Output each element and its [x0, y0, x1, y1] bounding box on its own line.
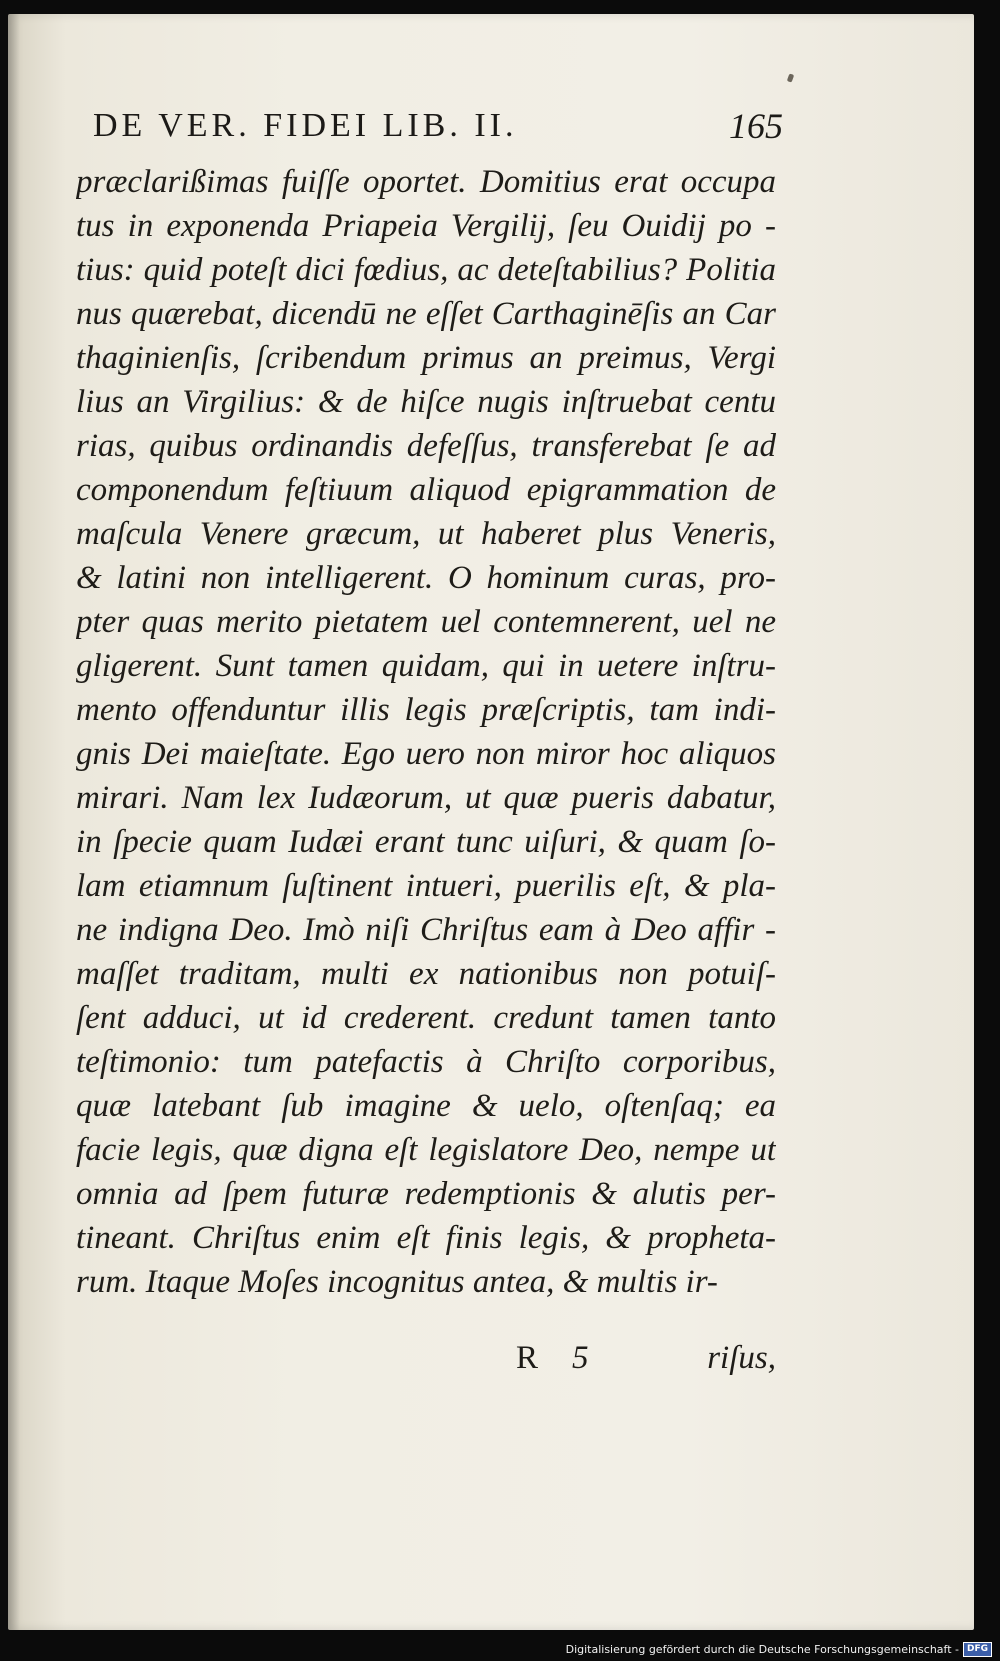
digitization-credit — [566, 1642, 992, 1657]
text-line: tius: quid poteſt dici fœdius, ac deteſtabilius? Politia — [76, 252, 776, 288]
signature-number: 5 — [572, 1340, 591, 1376]
text-line: lius an Virgilius: & de hiſce nugis inſtruebat centu — [76, 384, 776, 420]
text-line: thaginienſis, ſcribendum primus an preimus, Vergi — [76, 340, 776, 376]
text-line: componendum feſtiuum aliquod epigrammation de — [76, 472, 776, 508]
text-line: teſtimonio: tum patefactis à Chriſto corporibus, — [76, 1044, 776, 1080]
body-text — [76, 160, 776, 1304]
text-line: gligerent. Sunt tamen quidam, qui in uetere inſtru- — [76, 648, 776, 684]
text-line: & latini non intelligerent. O hominum curas, pro- — [76, 560, 776, 596]
running-head: DE VER. FIDEI LIB. II. — [93, 107, 518, 144]
text-line: in ſpecie quam Iudæi erant tunc uiſuri, & quam ſo- — [76, 824, 776, 860]
text-line: præclarißimas fuiſſe oportet. Domitius erat occupa — [76, 164, 776, 200]
text-line: nus quærebat, dicendū ne eſſet Carthaginēſis an Car — [76, 296, 776, 332]
text-line: maſcula Venere græcum, ut haberet plus Veneris, — [76, 516, 776, 552]
text-line: facie legis, quæ digna eſt legislatore Deo, nempe ut — [76, 1132, 776, 1168]
text-line: rum. Itaque Moſes incognitus antea, & multis ir- — [76, 1264, 718, 1300]
page-footer — [76, 1340, 776, 1386]
text-line: gnis Dei maieſtate. Ego uero non miror hoc aliquos — [76, 736, 776, 772]
text-line: quæ latebant ſub imagine & uelo, oſtenſaq; ea — [76, 1088, 776, 1124]
credit-text: Digitalisierung gefördert durch die Deutsche Forschungsgemeinschaft - — [565, 1643, 959, 1656]
page-number: 165 — [729, 106, 783, 146]
page-header — [93, 99, 783, 149]
text-line: maſſet traditam, multi ex nationibus non potuiſ- — [76, 956, 776, 992]
ink-speck — [787, 73, 794, 82]
text-line: mirari. Nam lex Iudæorum, ut quæ pueris dabatur, — [76, 780, 776, 816]
book-page — [8, 14, 974, 1630]
text-line: mento offenduntur illis legis præſcriptis, tam indi- — [76, 692, 776, 728]
signature-mark — [516, 1340, 591, 1377]
signature-letter: R — [516, 1340, 541, 1376]
page-spine-shadow — [8, 14, 20, 1630]
text-line: lam etiamnum ſuſtinent intueri, puerilis eſt, & pla- — [76, 868, 776, 904]
text-line: ne indigna Deo. Imò niſi Chriſtus eam à Deo affir - — [76, 912, 776, 948]
text-line: ſent adduci, ut id crederent. credunt tamen tanto — [76, 1000, 776, 1036]
catchword: riſus, — [707, 1340, 776, 1376]
text-line: pter quas merito pietatem uel contemnerent, uel ne — [76, 604, 776, 640]
text-line: omnia ad ſpem futuræ redemptionis & alutis per- — [76, 1176, 776, 1212]
text-line: tus in exponenda Priapeia Vergilij, ſeu Ouidij po - — [76, 208, 776, 244]
text-line: tineant. Chriſtus enim eſt finis legis, & propheta- — [76, 1220, 776, 1256]
dfg-logo: DFG — [963, 1642, 992, 1657]
text-line: rias, quibus ordinandis defeſſus, transferebat ſe ad — [76, 428, 776, 464]
